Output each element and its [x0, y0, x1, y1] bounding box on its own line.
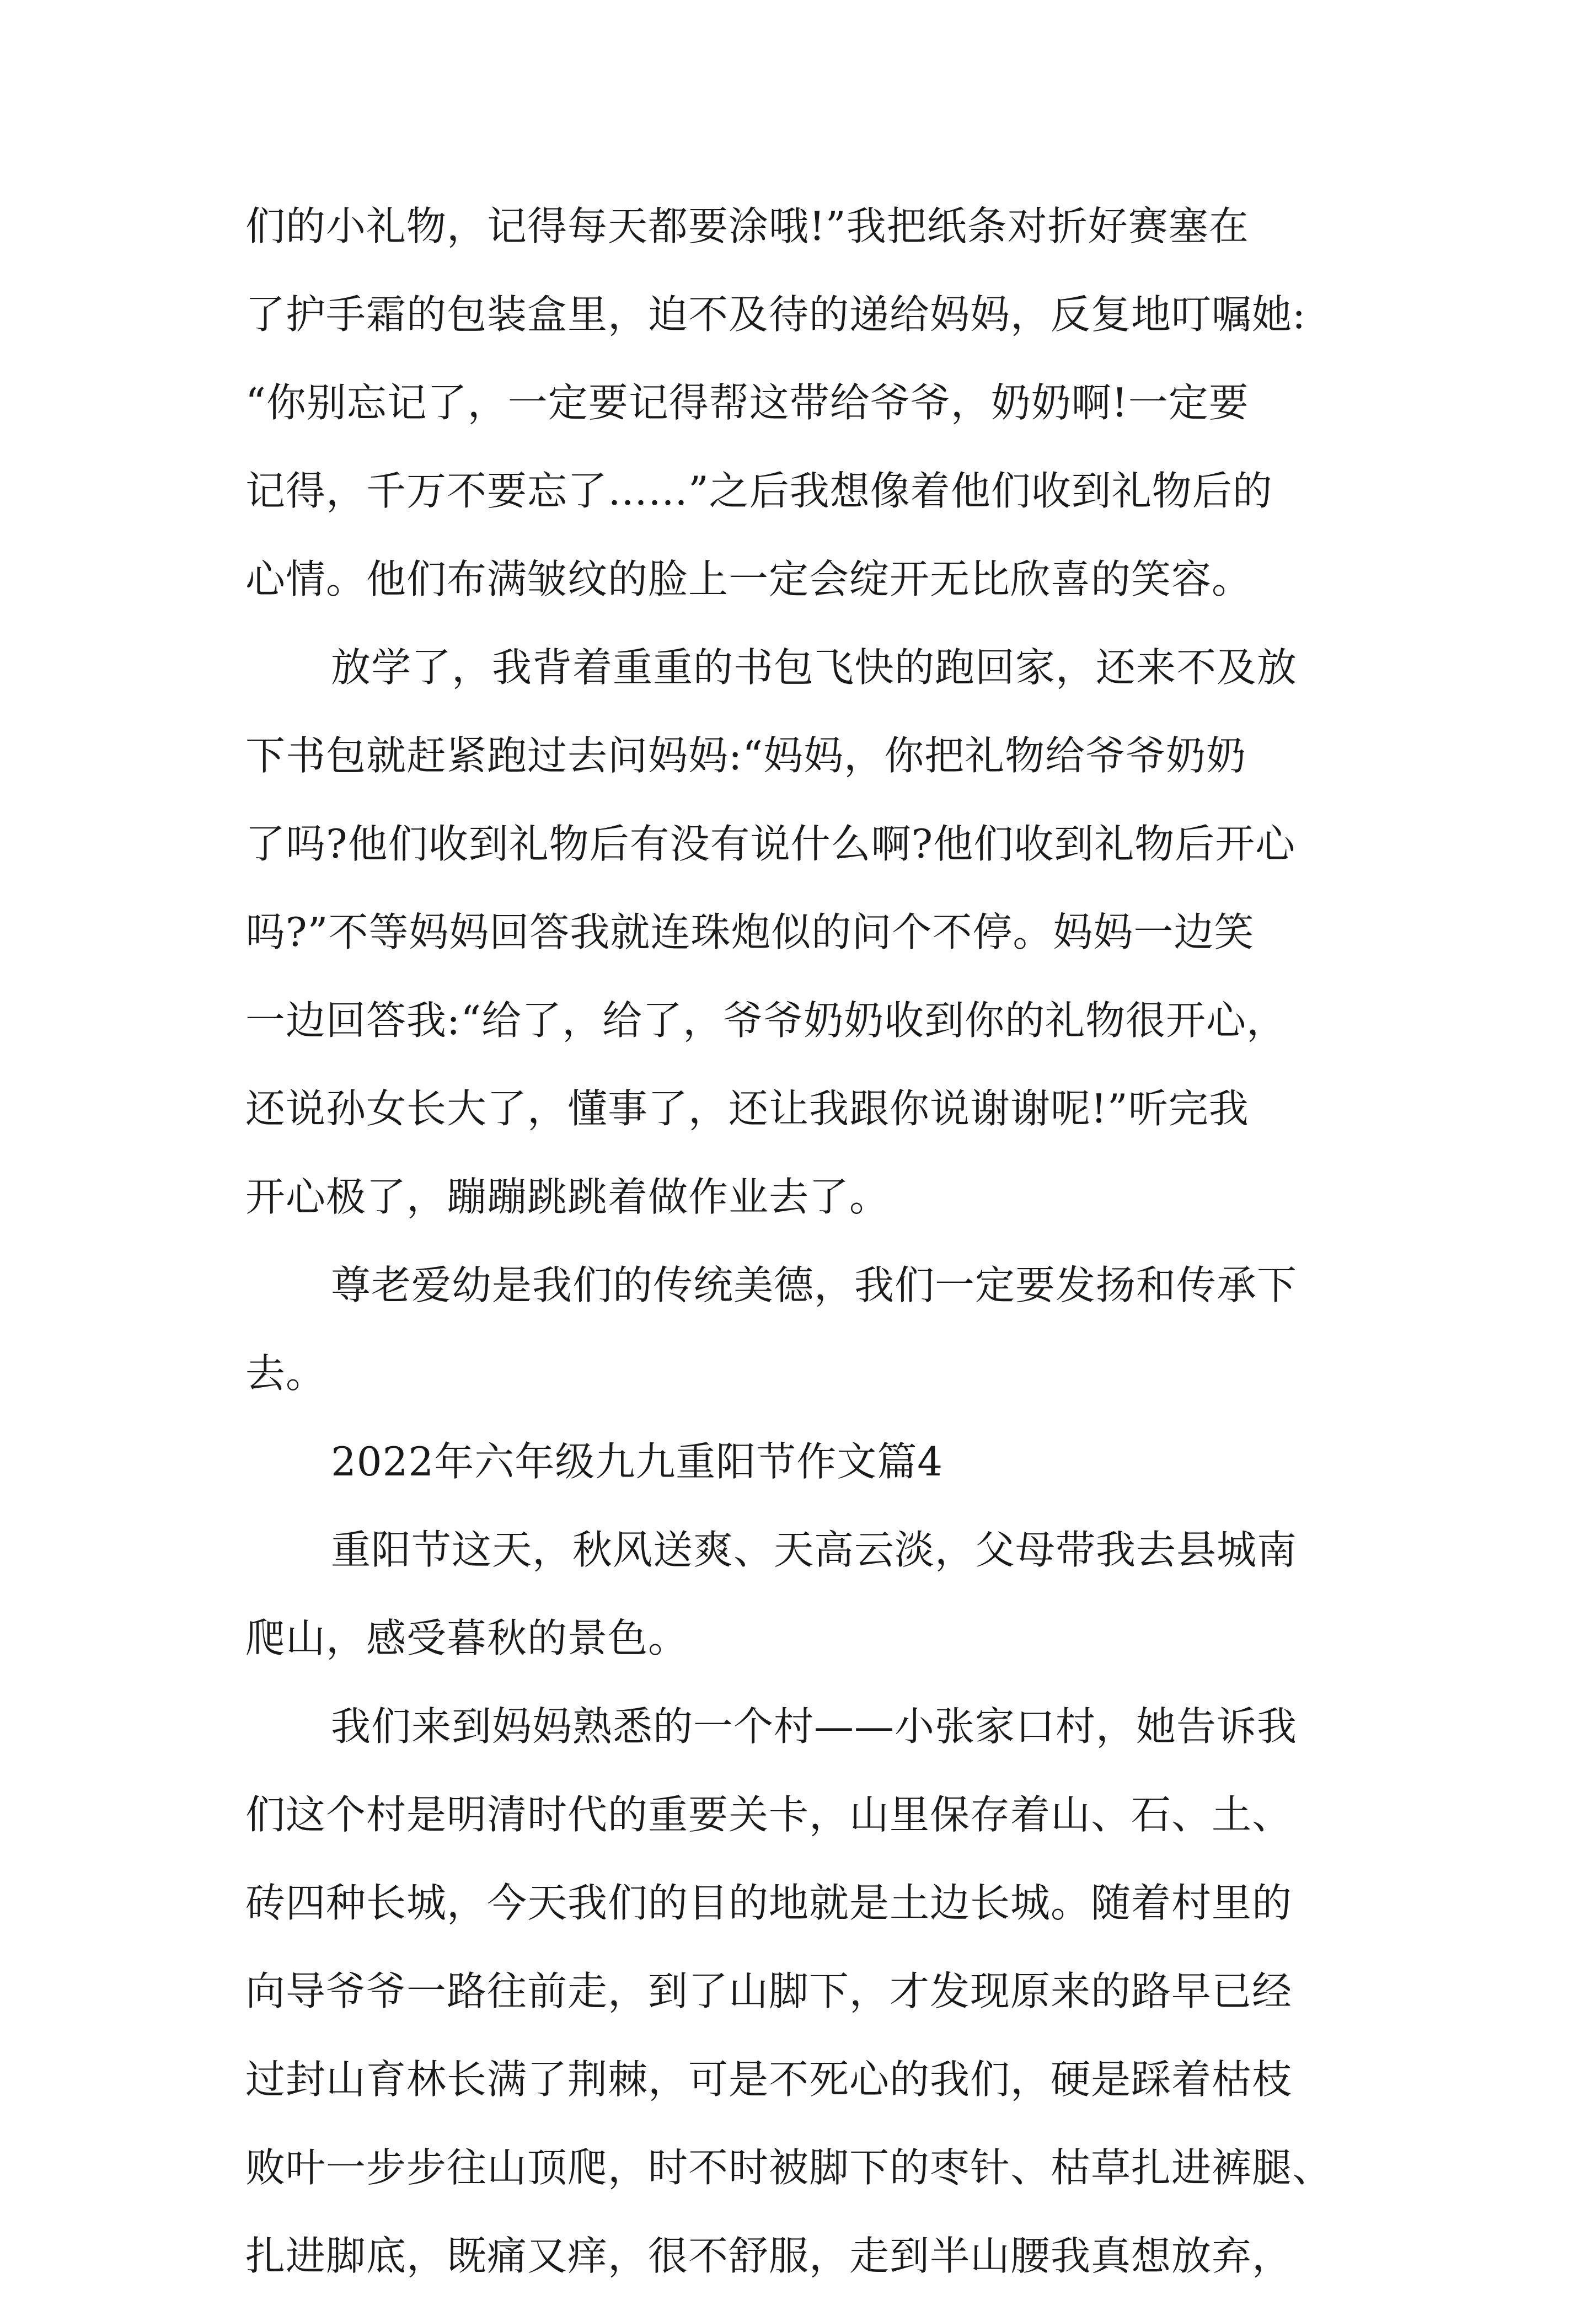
text-line: 我们来到妈妈熟悉的一个村——小张家口村，她告诉我 [331, 1703, 1298, 1750]
text-line: 一边回答我:“给了，给了，爷爷奶奶收到你的礼物很开心， [245, 997, 1287, 1044]
body-text [245, 182, 1370, 2300]
text-line: 还说孙女长大了，懂事了，还让我跟你说谢谢呢!”听完我 [245, 1085, 1249, 1132]
text-line: 放学了，我背着重重的书包飞快的跑回家，还来不及放 [331, 644, 1298, 691]
text-line: 下书包就赶紧跑过去问妈妈:“妈妈，你把礼物给爷爷奶奶 [245, 732, 1247, 779]
text-line: 了吗?他们收到礼物后有没有说什么啊?他们收到礼物后开心 [245, 821, 1296, 867]
section-heading: 2022年六年级九九重阳节作文篇4 [331, 1438, 944, 1485]
text-line: 过封山育林长满了荆棘，可是不死心的我们，硬是踩着枯枝 [245, 2056, 1293, 2103]
text-line: 开心极了，蹦蹦跳跳着做作业去了。 [245, 1174, 890, 1220]
text-line: 去。 [245, 1350, 326, 1397]
text-line: “你别忘记了，一定要记得帮这带给爷爷，奶奶啊!一定要 [245, 379, 1249, 426]
text-line: 重阳节这天，秋风送爽、天高云淡，父母带我去县城南 [331, 1527, 1298, 1573]
text-line: 尊老爱幼是我们的传统美德，我们一定要发扬和传承下 [331, 1262, 1298, 1308]
text-line: 败叶一步步往山顶爬，时不时被脚下的枣针、枯草扎进裤腿、 [245, 2144, 1333, 2191]
text-line: 向导爷爷一路往前走，到了山脚下，才发现原来的路早已经 [245, 1968, 1293, 2014]
text-line: 砖四种长城，今天我们的目的地就是土边长城。随着村里的 [245, 1880, 1293, 1926]
text-line: 爬山，感受暮秋的景色。 [245, 1615, 689, 1661]
text-line: 记得，千万不要忘了……”之后我想像着他们收到礼物后的 [245, 468, 1273, 514]
text-line: 们的小礼物，记得每天都要涂哦!”我把纸条对折好赛塞在 [245, 203, 1249, 249]
text-line: 吗?”不等妈妈回答我就连珠炮似的问个不停。妈妈一边笑 [245, 909, 1255, 955]
text-line: 扎进脚底，既痛又痒，很不舒服，走到半山腰我真想放弃， [245, 2233, 1293, 2279]
text-line: 心情。他们布满皱纹的脸上一定会绽开无比欣喜的笑容。 [245, 556, 1252, 602]
text-line: 们这个村是明清时代的重要关卡，山里保存着山、石、土、 [245, 1791, 1293, 1838]
text-line: 了护手霜的包装盒里，迫不及待的递给妈妈，反复地叮嘱她: [245, 291, 1306, 338]
